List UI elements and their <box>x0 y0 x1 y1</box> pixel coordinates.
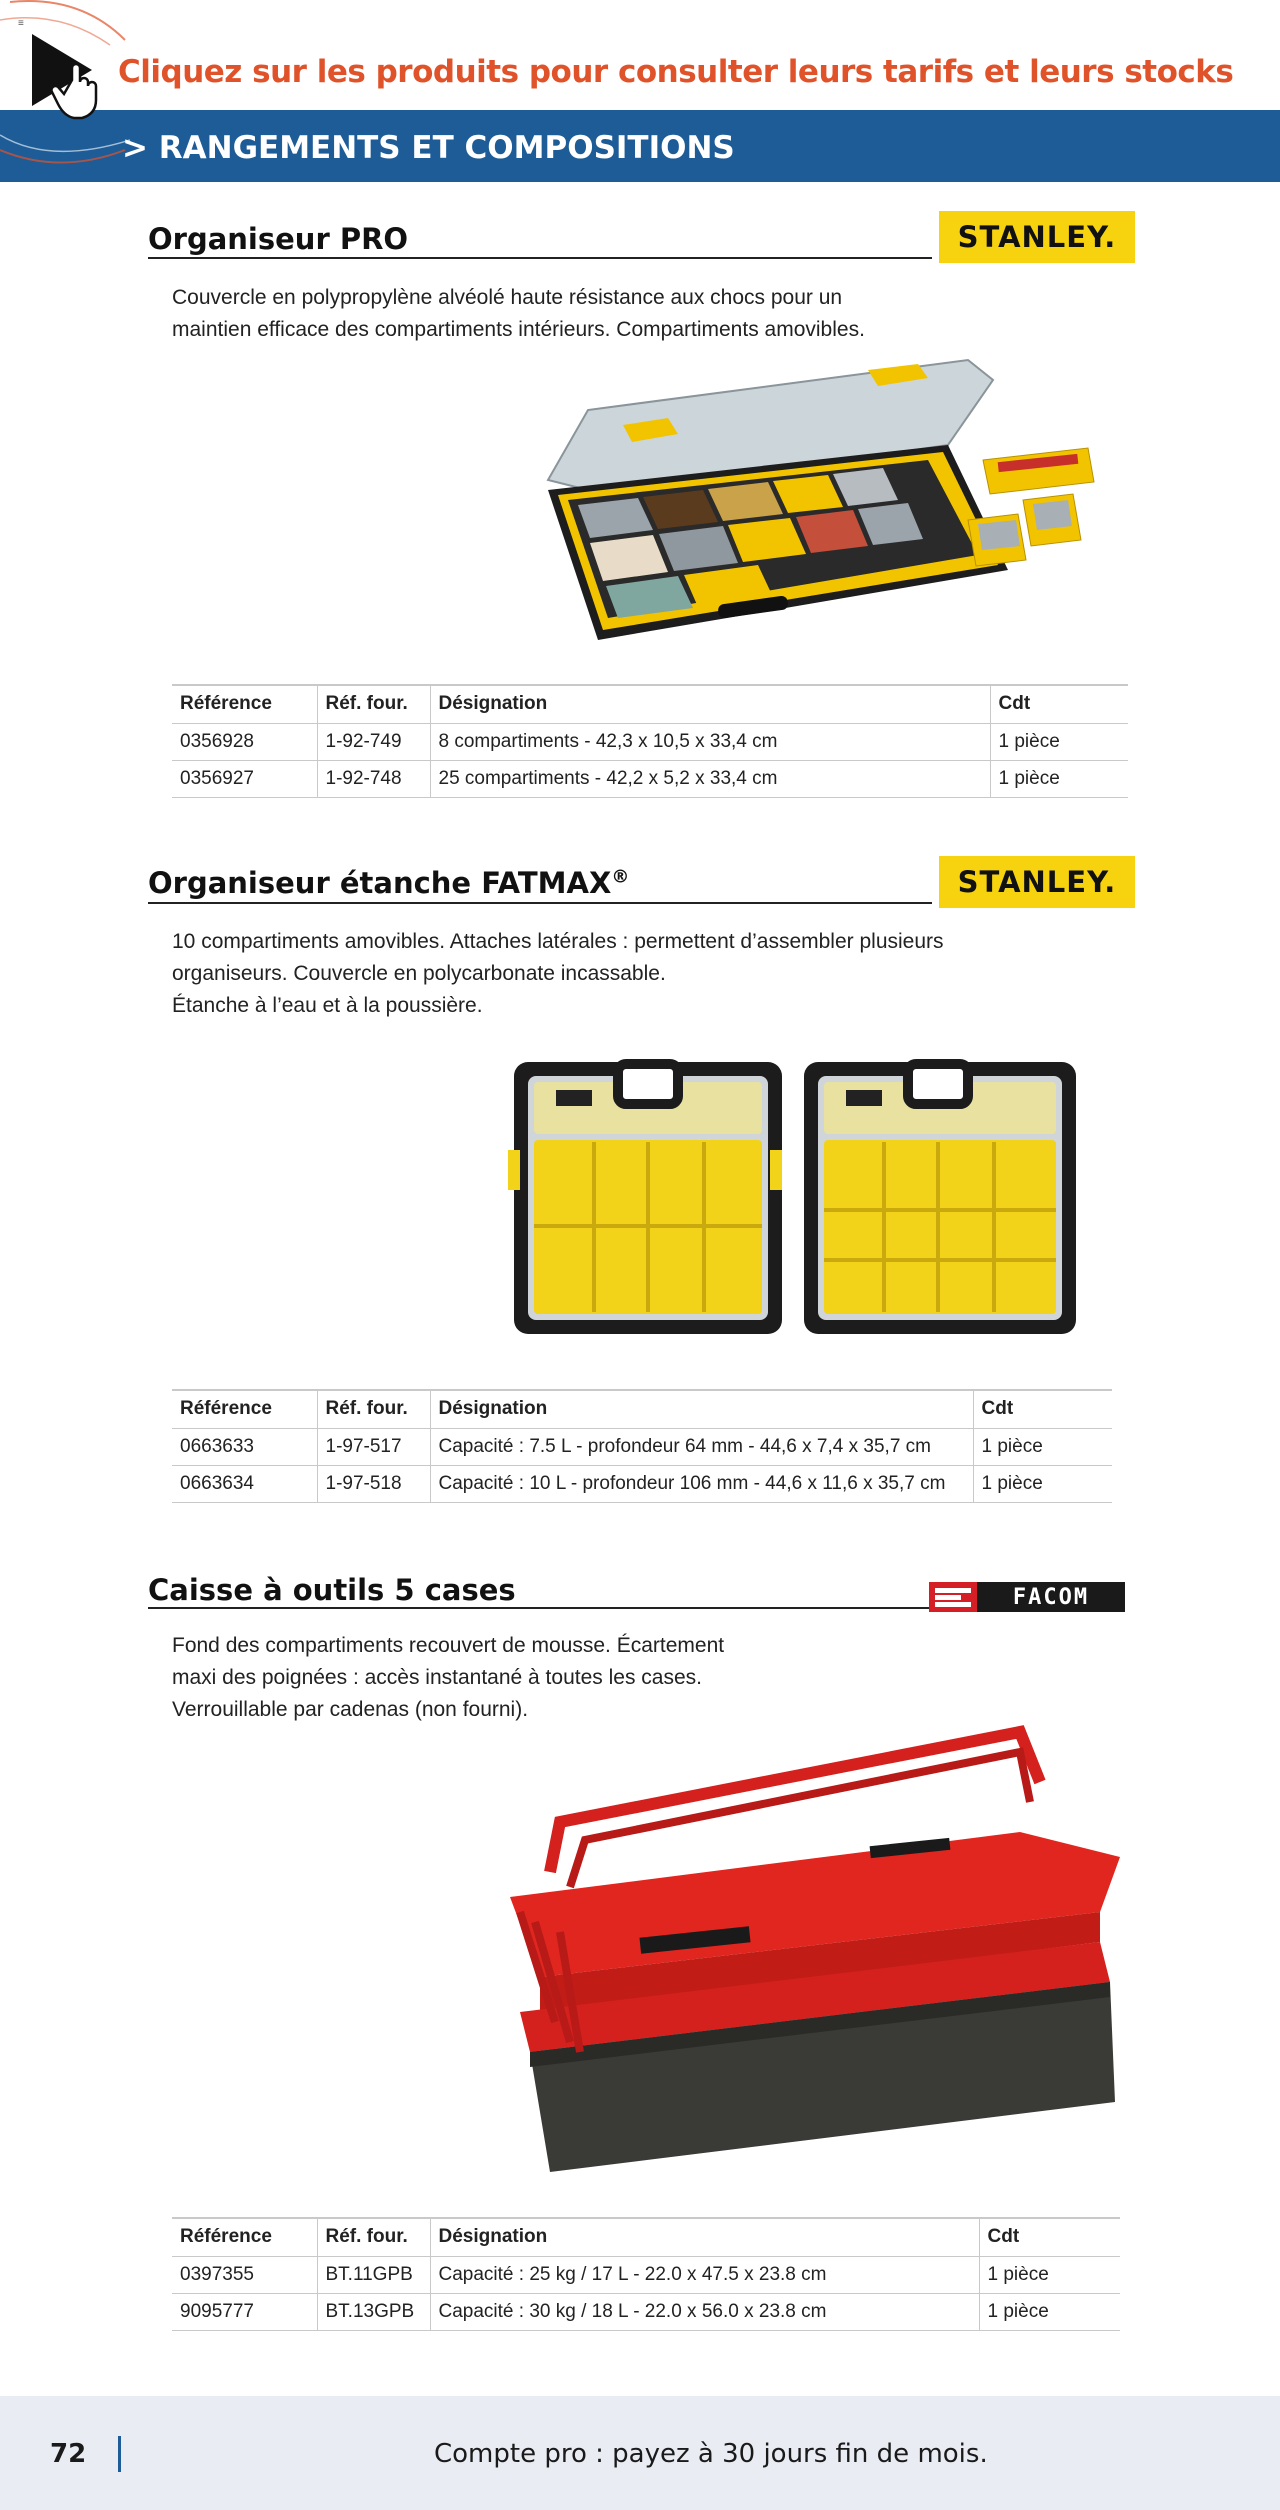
cell-designation: Capacité : 30 kg / 18 L - 22.0 x 56.0 x 23.8 cm <box>430 2293 979 2330</box>
description-line: 10 compartiments amovibles. Attaches latérales : permettent d’assembler plusieurs <box>172 930 944 953</box>
cell-reference[interactable]: 0397355 <box>172 2256 317 2293</box>
title-rule <box>148 1607 932 1609</box>
click-hint[interactable]: Cliquez sur les produits pour consulter leurs tarifs et leurs stocks <box>118 54 1234 90</box>
facom-logo <box>929 1582 1125 1612</box>
toolbox-image[interactable] <box>500 1722 1140 2182</box>
cell-designation: Capacité : 10 L - profondeur 106 mm - 44,6 x 11,6 x 35,7 cm <box>430 1465 973 1502</box>
column-header: Réf. four. <box>317 2218 430 2256</box>
description-line: Étanche à l’eau et à la poussière. <box>172 994 483 1017</box>
facom-wordmark: FACOM <box>977 1582 1125 1612</box>
table-row[interactable] <box>172 1465 1112 1502</box>
column-header: Référence <box>172 685 317 723</box>
column-header: Désignation <box>430 2218 979 2256</box>
product-title[interactable]: Organiseur PRO <box>148 222 409 256</box>
cell-reference[interactable]: 9095777 <box>172 2293 317 2330</box>
cell-designation: Capacité : 25 kg / 17 L - 22.0 x 47.5 x 23.8 cm <box>430 2256 979 2293</box>
footer-divider <box>118 2436 121 2472</box>
description-line: Fond des compartiments recouvert de mousse. Écartement <box>172 1634 725 1657</box>
section-header <box>0 110 1280 182</box>
column-header: Désignation <box>430 1390 973 1428</box>
title-rule <box>148 902 932 904</box>
column-header: Cdt <box>979 2218 1120 2256</box>
cell-designation: 8 compartiments - 42,3 x 10,5 x 33,4 cm <box>430 723 990 760</box>
column-header: Désignation <box>430 685 990 723</box>
table-row[interactable] <box>172 760 1128 797</box>
cell-reference[interactable]: 0663633 <box>172 1428 317 1465</box>
reference-table <box>172 2217 1120 2331</box>
cell-reference[interactable]: 0356928 <box>172 723 317 760</box>
column-header: Réf. four. <box>317 1390 430 1428</box>
reference-table <box>172 684 1128 798</box>
description-line: organiseurs. Couvercle en polycarbonate incassable. <box>172 962 666 985</box>
stanley-logo: STANLEY. <box>939 856 1135 908</box>
table-header-row <box>172 685 1128 723</box>
cell-packaging: 1 pièce <box>973 1428 1112 1465</box>
cell-packaging: 1 pièce <box>990 723 1128 760</box>
title-rule <box>148 257 932 259</box>
cell-supplier-ref: BT.13GPB <box>317 2293 430 2330</box>
description-line: maxi des poignées : accès instantané à toutes les cases. <box>172 1666 702 1689</box>
description-line: Couvercle en polypropylène alvéolé haute résistance aux chocs pour un <box>172 286 843 309</box>
hand-cursor-icon <box>28 30 98 130</box>
registered-mark: ® <box>611 866 630 888</box>
stanley-logo: STANLEY. <box>939 211 1135 263</box>
description-line: Verrouillable par cadenas (non fourni). <box>172 1698 529 1721</box>
organiseur-pro-image[interactable] <box>528 350 1118 650</box>
product-description <box>172 1630 724 1726</box>
loose-bins <box>968 448 1094 566</box>
column-header: Cdt <box>973 1390 1112 1428</box>
product-title[interactable]: Organiseur étanche FATMAX® <box>148 866 630 900</box>
table-row[interactable] <box>172 2293 1120 2330</box>
cell-packaging: 1 pièce <box>979 2293 1120 2330</box>
fatmax-organiseur-image[interactable] <box>508 1050 1088 1340</box>
description-line: maintien efficace des compartiments intérieurs. Compartiments amovibles. <box>172 318 865 341</box>
cell-supplier-ref: 1-92-748 <box>317 760 430 797</box>
reference-table <box>172 1389 1112 1503</box>
page-footer <box>0 2396 1280 2510</box>
cell-supplier-ref: 1-92-749 <box>317 723 430 760</box>
page-mark: ≡ <box>18 18 24 29</box>
column-header: Cdt <box>990 685 1128 723</box>
column-header: Réf. four. <box>317 685 430 723</box>
page-number: 72 <box>50 2439 87 2469</box>
section-title: > RANGEMENTS ET COMPOSITIONS <box>122 130 735 166</box>
top-banner <box>0 0 1280 110</box>
table-header-row <box>172 2218 1120 2256</box>
table-row[interactable] <box>172 723 1128 760</box>
cell-supplier-ref: 1-97-517 <box>317 1428 430 1465</box>
table-row[interactable] <box>172 1428 1112 1465</box>
cell-designation: Capacité : 7.5 L - profondeur 64 mm - 44,6 x 7,4 x 35,7 cm <box>430 1428 973 1465</box>
cell-supplier-ref: BT.11GPB <box>317 2256 430 2293</box>
cell-designation: 25 compartiments - 42,2 x 5,2 x 33,4 cm <box>430 760 990 797</box>
table-row[interactable] <box>172 2256 1120 2293</box>
cell-packaging: 1 pièce <box>990 760 1128 797</box>
column-header: Référence <box>172 1390 317 1428</box>
cell-packaging: 1 pièce <box>979 2256 1120 2293</box>
cell-packaging: 1 pièce <box>973 1465 1112 1502</box>
product-description <box>172 282 865 346</box>
facom-mark-icon <box>929 1582 977 1612</box>
cell-reference[interactable]: 0356927 <box>172 760 317 797</box>
cell-supplier-ref: 1-97-518 <box>317 1465 430 1502</box>
footer-message: Compte pro : payez à 30 jours fin de mois. <box>434 2439 988 2469</box>
product-description <box>172 926 944 1022</box>
table-header-row <box>172 1390 1112 1428</box>
column-header: Référence <box>172 2218 317 2256</box>
cell-reference[interactable]: 0663634 <box>172 1465 317 1502</box>
product-title[interactable]: Caisse à outils 5 cases <box>148 1573 516 1607</box>
